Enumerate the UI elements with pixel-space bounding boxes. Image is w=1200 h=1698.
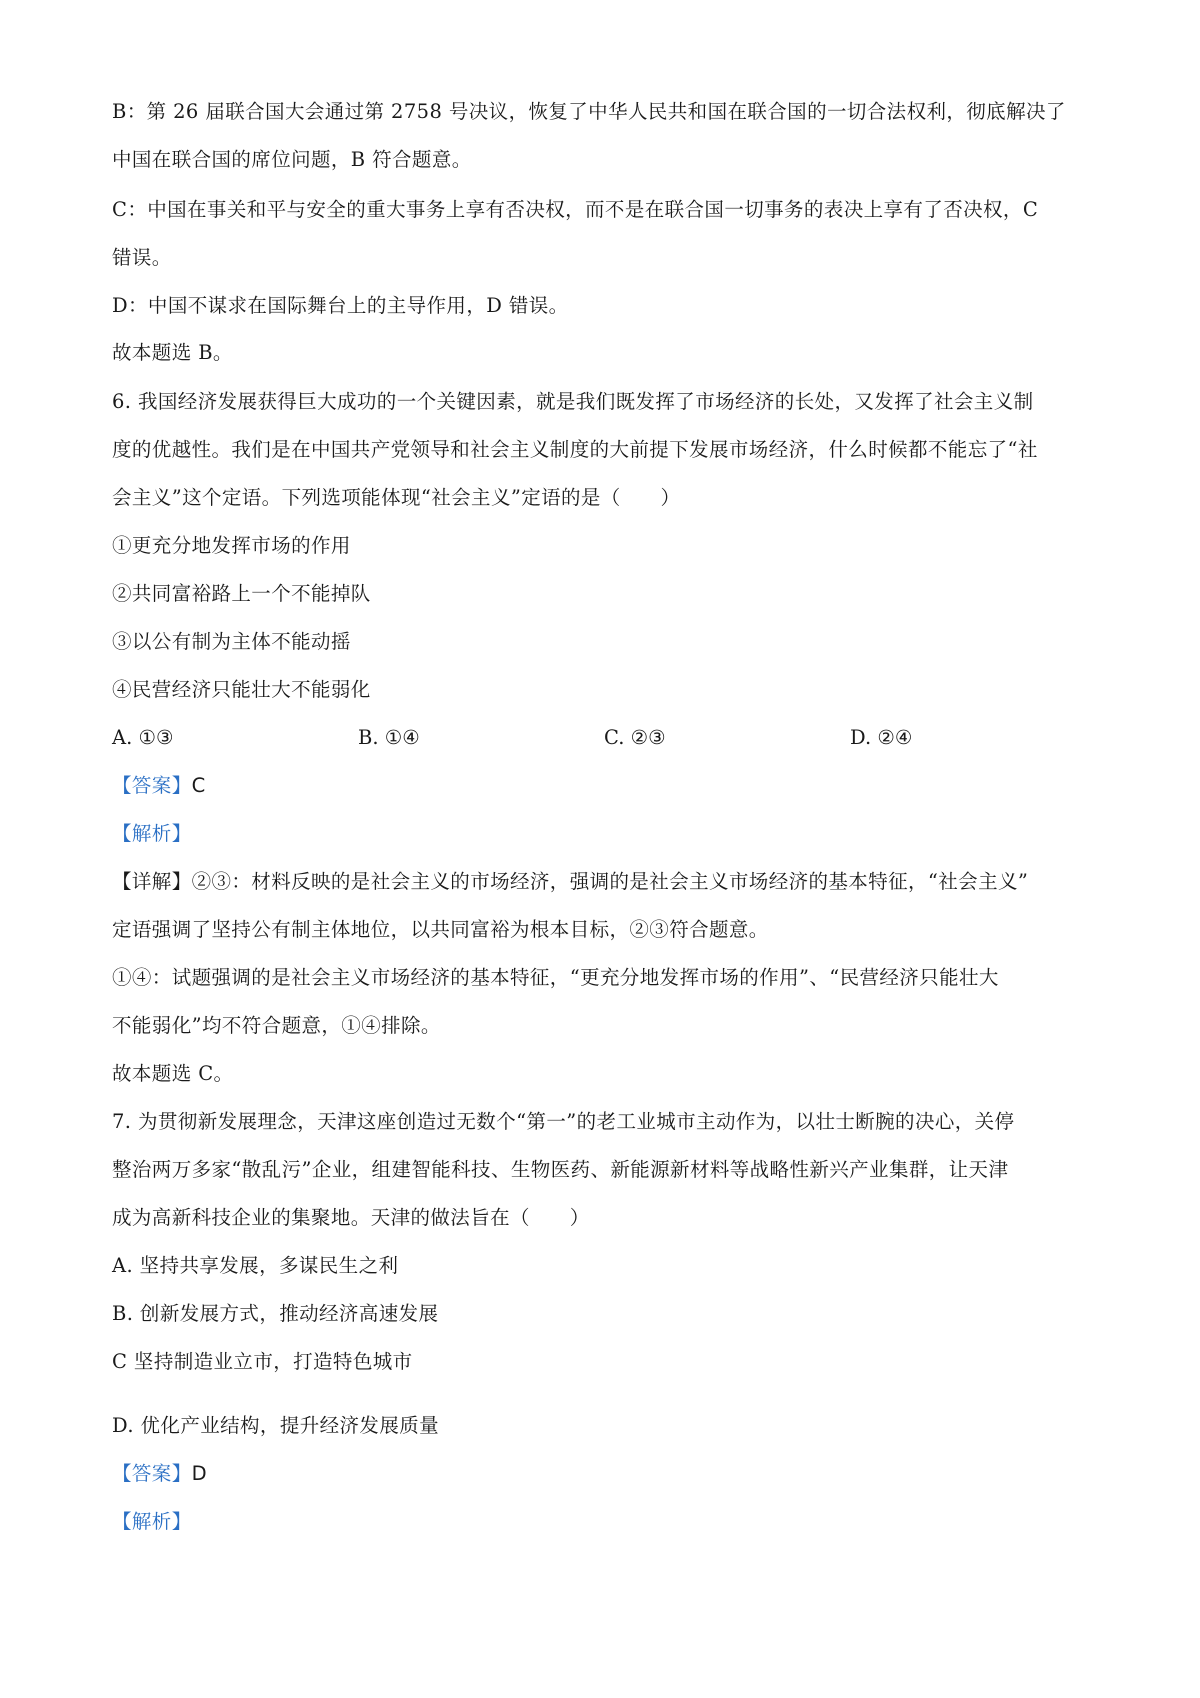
q6-analysis-tag: 【解析】 [112,822,192,845]
q6-stem-line3: 会主义”这个定语。下列选项能体现“社会主义”定语的是（ ） [112,486,681,509]
q6-answer-tag: 【答案】 [112,774,192,797]
prev-option-b-line1: B：第 26 届联合国大会通过第 2758 号决议，恢复了中华人民共和国在联合国的一切合法权利，彻底解决了 [112,100,1066,123]
q6-item-4: ④民营经济只能壮大不能弱化 [112,678,371,701]
q6-option-d: D. ②④ [850,726,913,749]
q7-option-d: D. 优化产业结构，提升经济发展质量 [112,1414,440,1437]
q7-answer-tag: 【答案】 [112,1462,192,1485]
q7-stem-line2: 整治两万多家“散乱污”企业，组建智能科技、生物医药、新能源新材料等战略性新兴产业集群，让天津 [112,1158,1009,1181]
q6-option-b: B. ①④ [358,726,420,749]
prev-option-c-line1: C：中国在事关和平与安全的重大事务上享有否决权，而不是在联合国一切事务的表决上享有了否决权，C [112,198,1039,221]
prev-conclusion: 故本题选 B。 [112,341,233,364]
q7-analysis-line [112,1510,1102,1533]
q7-analysis-tag: 【解析】 [112,1510,192,1533]
q7-option-c: C 坚持制造业立市，打造特色城市 [112,1350,413,1373]
q6-item-2: ②共同富裕路上一个不能掉队 [112,582,371,605]
q6-analysis-line [112,822,1102,845]
q6-stem-line2: 度的优越性。我们是在中国共产党领导和社会主义制度的大前提下发展市场经济，什么时候都不能忘了“社 [112,438,1038,461]
q6-detail-line2: 定语强调了坚持公有制主体地位，以共同富裕为根本目标，②③符合题意。 [112,918,769,941]
q7-answer-line [112,1462,1102,1485]
q6-detail-tag: 【详解】 [112,870,192,893]
prev-option-d-line: D：中国不谋求在国际舞台上的主导作用，D 错误。 [112,294,569,317]
q7-stem-line1: 7. 为贯彻新发展理念，天津这座创造过无数个“第一”的老工业城市主动作为，以壮士断腕的决心，关停 [112,1110,1015,1133]
q6-stem-line1: 6. 我国经济发展获得巨大成功的一个关键因素，就是我们既发挥了市场经济的长处，又发挥了社会主义制 [112,390,1034,413]
q6-answer-line [112,774,1102,797]
q6-detail-line4: 不能弱化”均不符合题意，①④排除。 [112,1014,441,1037]
prev-option-b-line2: 中国在联合国的席位问题，B 符合题意。 [112,148,472,171]
q7-stem-line3: 成为高新科技企业的集聚地。天津的做法旨在（ ） [112,1206,590,1229]
q6-option-c: C. ②③ [604,726,666,749]
q6-detail-line3: ①④：试题强调的是社会主义市场经济的基本特征，“更充分地发挥市场的作用”、“民营经济只能壮大 [112,966,999,989]
q7-option-b: B. 创新发展方式，推动经济高速发展 [112,1302,439,1325]
q7-answer-value: D [191,1462,208,1485]
prev-option-c-line2: 错误。 [112,246,172,269]
q6-item-1: ①更充分地发挥市场的作用 [112,534,351,557]
q6-option-a: A. ①③ [112,726,174,749]
q6-conclusion: 故本题选 C。 [112,1062,234,1085]
q6-item-3: ③以公有制为主体不能动摇 [112,630,351,653]
q6-detail-text1: ②③：材料反映的是社会主义的市场经济，强调的是社会主义市场经济的基本特征，“社会主义” [191,870,1029,893]
q6-detail-line1 [112,870,1102,893]
q7-option-a: A. 坚持共享发展，多谋民生之利 [112,1254,399,1277]
q6-answer-value: C [191,774,206,797]
